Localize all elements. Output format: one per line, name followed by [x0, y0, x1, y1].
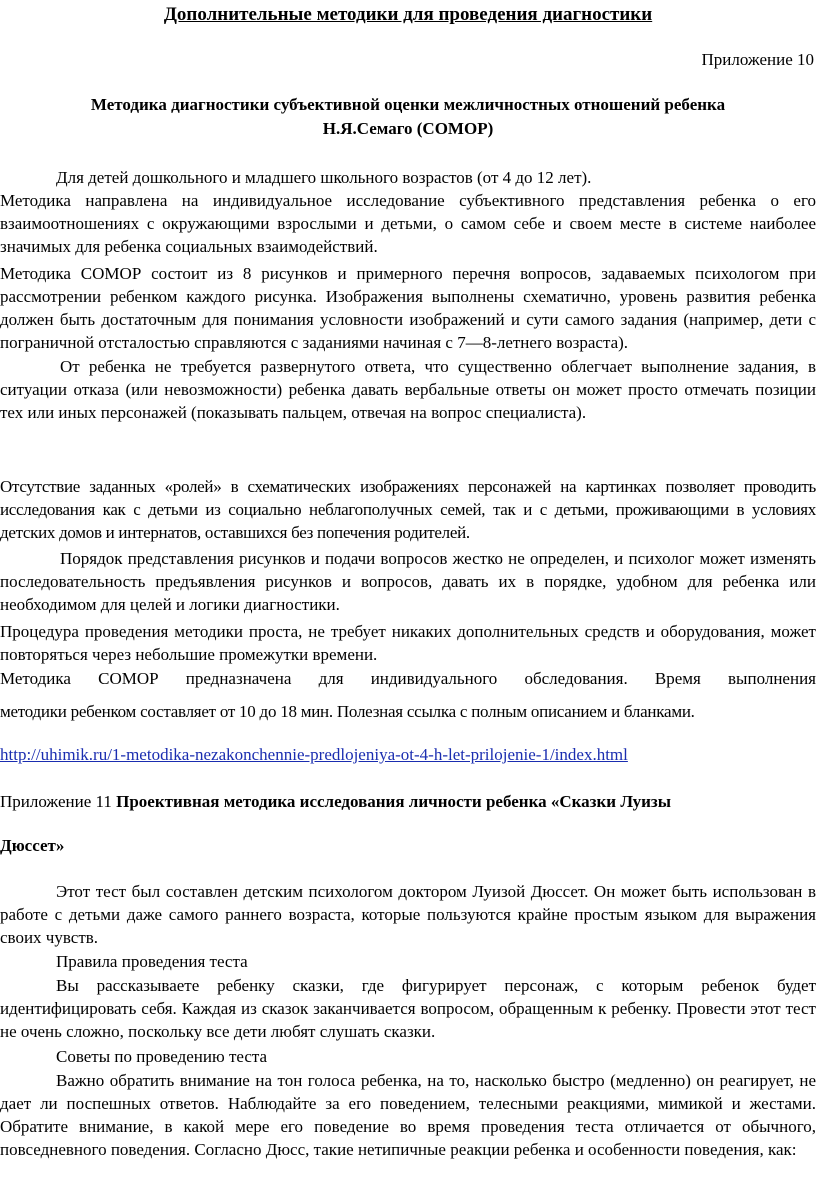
appendix-11-tips-title: Советы по проведению теста — [56, 1047, 268, 1066]
appendix-11-title-part1: Проективная методика исследования личности ребенка «Сказки Луизы — [116, 792, 671, 811]
appendix-10-paragraph-4: От ребенка не требуется развернутого ответа, что существенно облегчает выполнение задания, в ситуации отказа (или невозможности) ребенка давать вербальные ответы он может просто отмечать позиции тех или иных персонажей (показывать пальцем, отвечая на вопрос специалиста). — [0, 357, 816, 422]
appendix-11-heading — [0, 790, 816, 813]
appendix-10-paragraph-3: Методика СОМОР состоит из 8 рисунков и примерного перечня вопросов, задаваемых психологом при рассмотрении ребенком каждого рисунка. Изображения выполнены схематично, уровень развития ребенка должен быть достаточным для понимания условности изображений и сути самого задания (например, дети с пограничной отсталостью справляются с заданиями начиная с 7—8-летнего возраста). — [0, 264, 816, 352]
appendix-11-rules-title: Правила проведения теста — [56, 952, 248, 971]
appendix-11-label: Приложение 11 — [0, 792, 112, 811]
appendix-10-paragraph-2: Методика направлена на индивидуальное исследование субъективного представления ребенка о его взаимоотношениях с окружающими взрослыми и детьми, о самом себе и своем месте в системе наиболее значимых для ребенка социальных взаимодействий. — [0, 191, 816, 256]
appendix-11-paragraph-1: Этот тест был составлен детским психологом доктором Луизой Дюссет. Он может быть использован в работе с детьми даже самого раннего возраста, которые пользуются крайне простым языком для выражения своих чувств. — [0, 882, 816, 947]
appendix-10-paragraph-8-line1: Методика СОМОР предназначена для индивидуального обследования. Время выполнения — [0, 669, 816, 688]
appendix-10-paragraph-1: Для детей дошкольного и младшего школьного возрастов (от 4 до 12 лет). — [56, 168, 592, 187]
appendix-11-paragraph-2: Вы рассказываете ребенку сказки, где фигурирует персонаж, с которым ребенок будет идентифицировать себя. Каждая из сказок заканчивается вопросом, обращенным к ребенку. Провести этот тест не очень сложно, поскольку все дети любят слушать сказки. — [0, 976, 816, 1041]
page-title: Дополнительные методики для проведения диагностики — [163, 4, 653, 25]
appendix-11-title-part2: Дюссет» — [0, 836, 65, 855]
appendix-10-paragraph-6: Порядок представления рисунков и подачи вопросов жестко не определен, и психолог может изменять последовательность предъявления рисунков и вопросов, давать их в порядке, удобном для ребенка или необходимом для целей и логики диагностики. — [0, 549, 816, 614]
appendix-11-paragraph-3: Важно обратить внимание на тон голоса ребенка, на то, насколько быстро (медленно) он реагирует, не дает ли поспешных ответов. Наблюдайте за его поведением, телесными реакциями, мимикой и жестами. Обратите внимание, в какой мере его поведение во время проведения теста отличается от обычного, повседневного поведения. Согласно Дюсс, такие нетипичные реакции ребенка и особенности поведения, как: — [0, 1071, 816, 1159]
appendix-10-paragraph-8-line2: методики ребенком составляет от 10 до 18 мин. Полезная ссылка с полным описанием и бланками. — [0, 702, 695, 721]
appendix-10-heading-line1: Методика диагностики субъективной оценки межличностных отношений ребенка — [90, 95, 726, 114]
appendix-10-link[interactable]: http://uhimik.ru/1-metodika-nezakonchennie-predlojeniya-ot-4-h-let-prilojenie-1/index.html — [0, 745, 628, 764]
appendix-10-heading-line2: Н.Я.Семаго (СОМОР) — [322, 119, 494, 138]
appendix-10-label: Приложение 10 — [701, 50, 814, 69]
appendix-10-paragraph-7: Процедура проведения методики проста, не требует никаких дополнительных средств и оборудования, может повторяться через небольшие промежутки времени. — [0, 622, 816, 664]
appendix-10-paragraph-5: Отсутствие заданных «ролей» в схематических изображениях персонажей на картинках позволяет проводить исследования как с детьми из социально неблагополучных семей, так и с детьми, проживающими в условиях детских домов и интернатов, оставшихся без попечения родителей. — [0, 477, 816, 542]
